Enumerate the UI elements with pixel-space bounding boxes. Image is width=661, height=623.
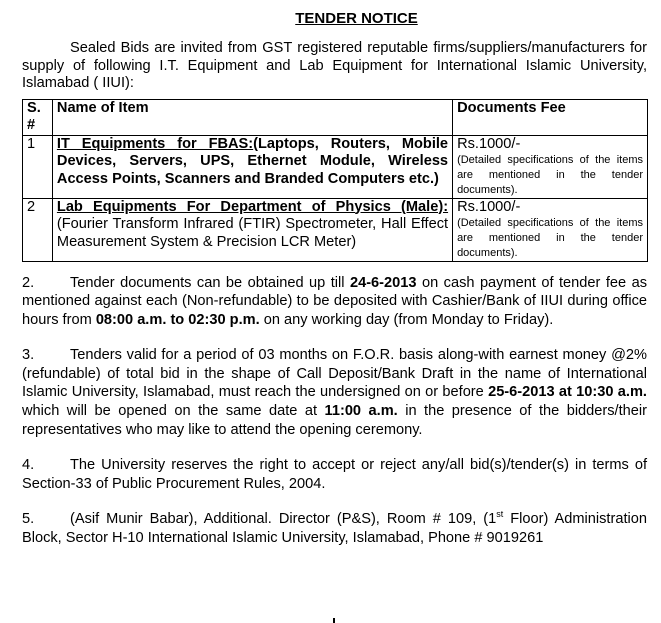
table-row	[23, 135, 648, 198]
opening-time: 11:00 a.m.	[324, 403, 398, 420]
row-fee	[453, 198, 648, 261]
item-description: (Fourier Transform Infrared (FTIR) Spectrometer, Hall Effect Measurement System & Precision LCR Meter)	[56, 216, 449, 250]
paragraph-number: 5.	[22, 511, 35, 528]
intro-paragraph	[22, 40, 647, 93]
page-edge-mark	[333, 618, 335, 623]
item-title: IT Equipments for FBAS:	[56, 135, 254, 152]
header-fee: Documents Fee	[453, 99, 648, 135]
table-header-row	[23, 99, 648, 135]
row-sn: 1	[23, 135, 53, 198]
paragraph-number: 4.	[22, 457, 35, 474]
submission-deadline: 25-6-2013 at 10:30 a.m.	[488, 384, 647, 401]
items-table	[22, 99, 648, 262]
header-sn: S. #	[23, 99, 53, 135]
fee-note: (Detailed specifications of the items are mentioned in the tender documents).	[457, 153, 643, 196]
row-fee	[453, 135, 648, 198]
tender-notice-document	[22, 0, 647, 548]
item-description: (Laptops, Routers, Mobile Devices, Servers, UPS, Ethernet Module, Wireless Access Points, Scanners and Branded Computers etc.)	[56, 135, 449, 187]
row-item	[52, 198, 452, 261]
fee-note: (Detailed specifications of the items are mentioned in the tender documents).	[457, 216, 643, 259]
paragraph-number: 3.	[22, 347, 35, 364]
office-hours: 08:00 a.m. to 02:30 p.m.	[95, 311, 260, 328]
page-title: TENDER NOTICE	[295, 10, 418, 27]
paragraph-4: 4. The University reserves the right to accept or reject any/all bid(s)/tender(s) in terms of Section-33 of Public Procurement Rules, 2004.	[22, 457, 647, 492]
paragraph-5: 5. (Asif Munir Babar), Additional. Director (P&S), Room # 109, (1st Floor) Administration Block, Sector H-10 International Islamic University, Islamabad, Phone # 9019261	[22, 509, 647, 547]
paragraph-2: 2. Tender documents can be obtained up till 24-6-2013 on cash payment of tender fee as mentioned against each (Non-refundable) to be deposited with Cashier/Bank of IIUI during office hours from 08:00 a.m. to 02:30 p.m. on any working day (from Monday to Friday).	[22, 274, 647, 328]
header-name: Name of Item	[52, 99, 452, 135]
item-title: Lab Equipments For Department of Physics (Male):	[56, 198, 449, 215]
fee-amount: Rs.1000/-	[457, 198, 521, 215]
table-row	[23, 198, 648, 261]
paragraph-number: 2.	[22, 274, 35, 291]
deadline-date: 24-6-2013	[349, 274, 417, 291]
fee-amount: Rs.1000/-	[457, 135, 521, 152]
paragraph-3: 3. Tenders valid for a period of 03 months on F.O.R. basis along-with earnest money @2% (refundable) of total bid in the shape of Call Deposit/Bank Draft in the name of International Islamic University, Islamabad, must reach the undersigned on or before 25-6-2013 at 10:30 a.m. which will be opened on the same date at 11:00 a.m. in the presence of the bidders/their representatives who may like to attend the opening ceremony.	[22, 347, 648, 438]
intro-text: Sealed Bids are invited from GST registered reputable firms/suppliers/manufacturers for supply of following I.T. Equipment and Lab Equipment for International Islamic University, Islamabad ( IIUI):	[22, 40, 647, 91]
row-item	[52, 135, 452, 198]
row-sn: 2	[23, 198, 53, 261]
